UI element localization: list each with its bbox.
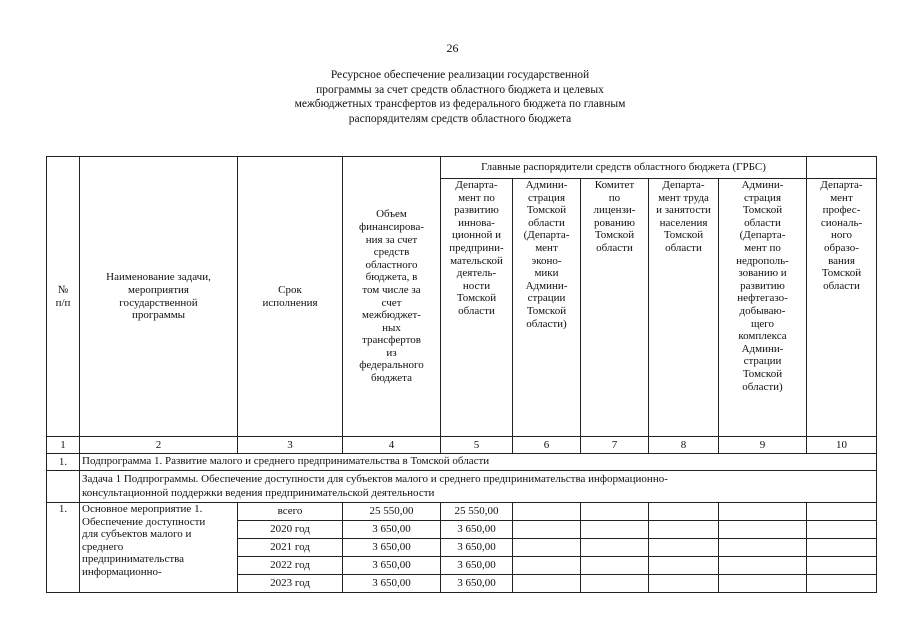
header-term: Срок исполнения bbox=[238, 157, 343, 437]
header-volume: Объем финансирова- ния за счет средств областного бюджета, в том числе за счет межбюджет- ных трансфертов из федерального бюджета bbox=[343, 157, 441, 437]
header-grbs-blank bbox=[807, 157, 877, 179]
col-number: 4 bbox=[343, 437, 441, 454]
term-cell: 2021 год bbox=[238, 539, 343, 557]
header-grbs-1: Департа- мент по развитию иннова- ционной и предприни- мательской деятель- ности Томской области bbox=[441, 179, 513, 437]
header-num: № п/п bbox=[47, 157, 80, 437]
header-grbs-5: Админи- страция Томской области (Департа- мент по недрополь- зованию и развитию нефтегазо- добываю- щего комплекса Админи- страции Томской области) bbox=[719, 179, 807, 437]
term-cell: 2020 год bbox=[238, 521, 343, 539]
title-line: Ресурсное обеспечение реализации государственной bbox=[330, 69, 590, 81]
volume-cell: 3 650,00 bbox=[343, 557, 441, 575]
grbs1-cell: 3 650,00 bbox=[441, 557, 513, 575]
col-number: 1 bbox=[47, 437, 80, 454]
volume-cell: 3 650,00 bbox=[343, 539, 441, 557]
table-row bbox=[47, 503, 877, 521]
col-number: 6 bbox=[513, 437, 581, 454]
col-number: 7 bbox=[581, 437, 649, 454]
measure-description: Основное мероприятие 1. Обеспечение доступности для субъектов малого и среднего предпринимательства информационно- bbox=[80, 503, 238, 593]
grbs1-cell: 25 550,00 bbox=[441, 503, 513, 521]
col-number: 9 bbox=[719, 437, 807, 454]
col-number: 10 bbox=[807, 437, 877, 454]
term-cell: всего bbox=[238, 503, 343, 521]
header-name: Наименование задачи, мероприятия государственной программы bbox=[80, 157, 238, 437]
subprogram-row bbox=[47, 454, 877, 471]
volume-cell: 3 650,00 bbox=[343, 521, 441, 539]
task-num-blank bbox=[47, 471, 80, 503]
grbs1-cell: 3 650,00 bbox=[441, 521, 513, 539]
title-line: программы за счет средств областного бюджета и целевых bbox=[316, 83, 604, 96]
header-grbs-4: Департа- мент труда и занятости населения Томской области bbox=[649, 179, 719, 437]
grbs1-cell: 3 650,00 bbox=[441, 575, 513, 593]
term-cell: 2023 год bbox=[238, 575, 343, 593]
header-grbs-6: Департа- мент профес- сиональ- ного образо- вания Томской области bbox=[807, 179, 877, 437]
title-line: распорядителям средств областного бюджета bbox=[348, 112, 572, 125]
col-number: 3 bbox=[238, 437, 343, 454]
document-title bbox=[250, 68, 670, 126]
header-grbs-2: Админи- страция Томской области (Департа- мент эконо- мики Админи- страции Томской области) bbox=[513, 179, 581, 437]
col-number: 2 bbox=[80, 437, 238, 454]
measure-num: 1. bbox=[47, 503, 80, 593]
subprogram-num: 1. bbox=[47, 454, 80, 471]
col-number: 5 bbox=[441, 437, 513, 454]
col-number: 8 bbox=[649, 437, 719, 454]
header-grbs-3: Комитет по лицензи- рованию Томской области bbox=[581, 179, 649, 437]
task-row bbox=[47, 471, 877, 503]
grbs1-cell: 3 650,00 bbox=[441, 539, 513, 557]
task-description: Задача 1 Подпрограммы. Обеспечение доступности для субъектов малого и среднего предпринимательства информационно- консультационной поддержки ведения предпринимательской деятельности bbox=[80, 471, 877, 503]
term-cell: 2022 год bbox=[238, 557, 343, 575]
subprogram-title: Подпрограмма 1. Развитие малого и среднего предпринимательства в Томской области bbox=[80, 454, 877, 471]
column-number-row bbox=[47, 437, 877, 454]
header-grbs-caption: Главные распорядители средств областного бюджета (ГРБС) bbox=[441, 157, 807, 179]
title-line: межбюджетных трансфертов из федерального бюджета по главным bbox=[294, 98, 626, 110]
page-number: 26 bbox=[446, 41, 459, 55]
resource-table bbox=[46, 156, 877, 593]
volume-cell: 25 550,00 bbox=[343, 503, 441, 521]
volume-cell: 3 650,00 bbox=[343, 575, 441, 593]
